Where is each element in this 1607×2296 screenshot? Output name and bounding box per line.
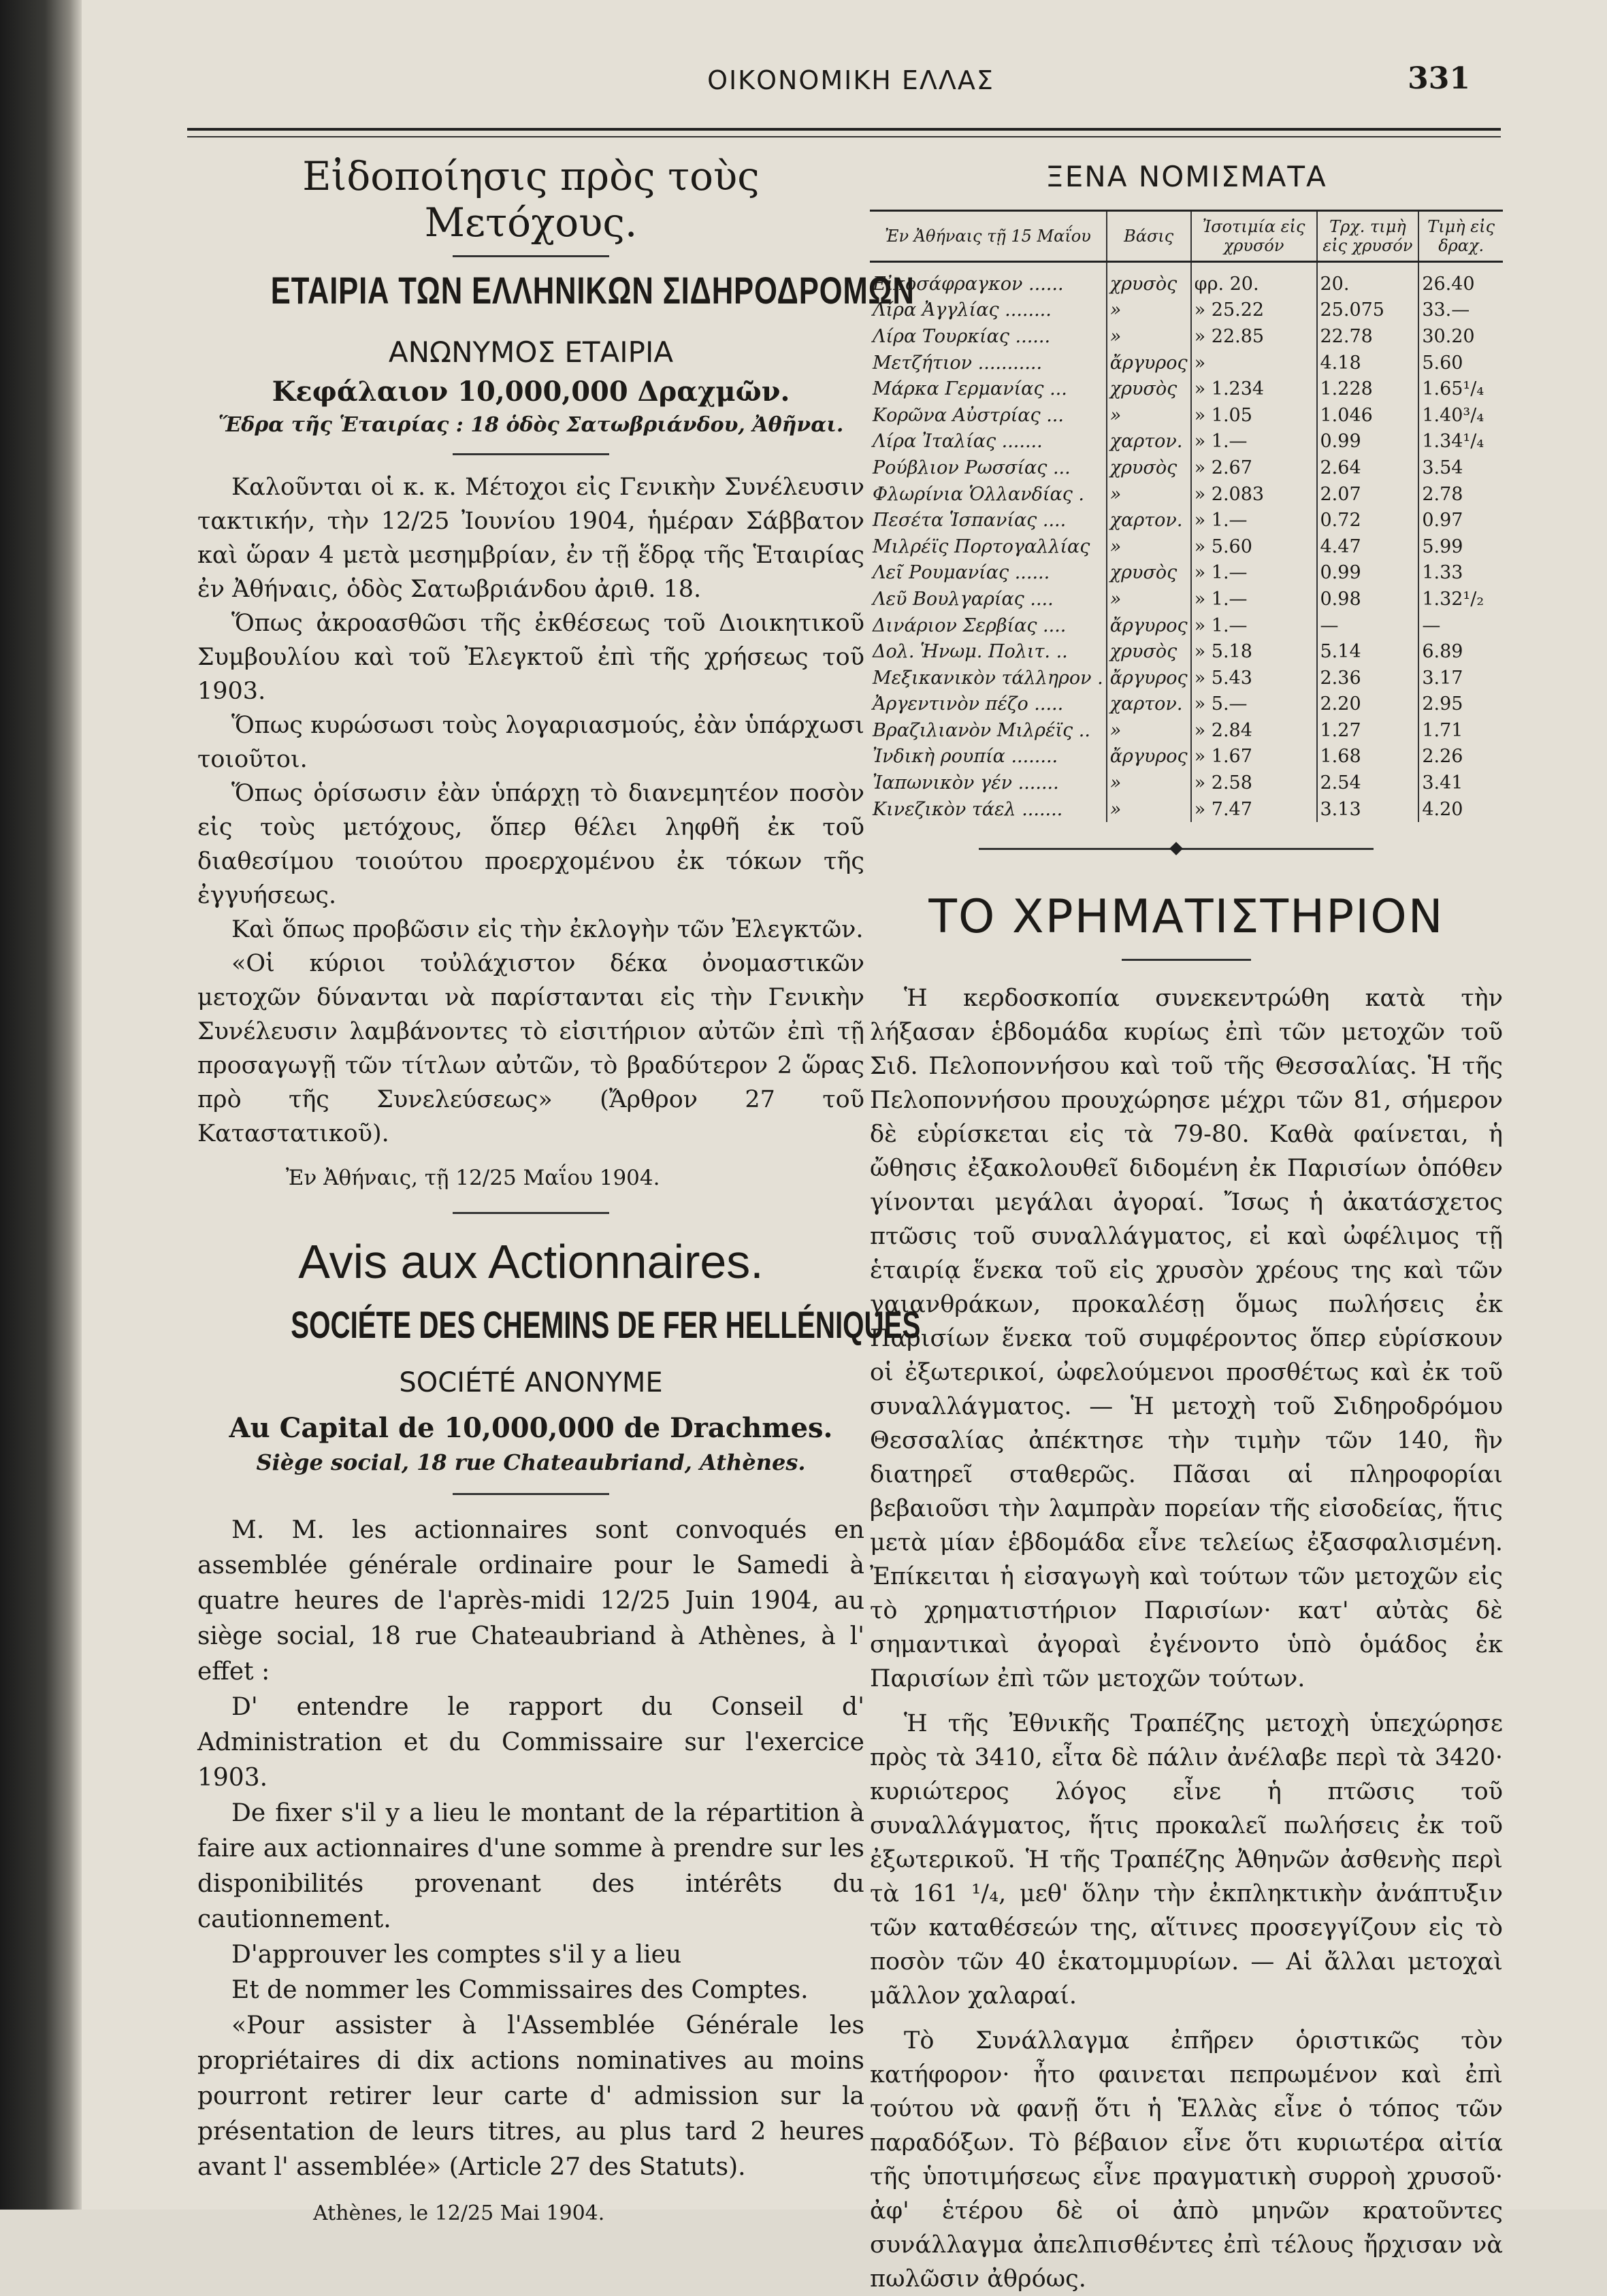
gold-parity: » 2.083 (1191, 481, 1317, 508)
gold-price: 2.54 (1317, 770, 1419, 796)
french-company-name: SOCIÉTE DES CHEMINS DE FER HELLÉNIQUES (291, 1303, 921, 1346)
gold-price: 2.64 (1317, 455, 1419, 481)
bourse-paragraph: Ἡ τῆς Ἐθνικῆς Τραπέζης μετοχὴ ὑπεχώρησε πρὸς τὰ 3410, εἶτα δὲ πάλιν ἀνέλαβε περὶ τὰ 3420· κυριώτερος λόγος εἶνε ἡ πτῶσις τοῦ συναλλάγματος, ἥτις προκαλεῖ πωλήσεις ἐκ τοῦ ἐξωτερικοῦ. Ἡ τῆς Τραπέζης Ἀθηνῶν ἀσθενὴς περὶ τὰ 161 ¹/₄, μεθ' ὅλην τὴν ἐκπληκτικὴν ἀνάπτυξιν τῶν καταθέσεών της, αἵτινες προσεγγίζουν εἰς τὸ ποσὸν τῶν 40 ἑκατομμυρίων. — Αἱ ἄλλαι μετοχαὶ μᾶλλον χαλαραί. (870, 1710, 1503, 2010)
currency-basis: ἄργυρος (1107, 665, 1191, 691)
gold-parity: » 5.60 (1191, 534, 1317, 560)
currency-name: Ἰνδικὴ ρουπία ........ (873, 746, 1058, 768)
currency-name: Ρούβλιον Ρωσσίας ... (873, 457, 1071, 478)
currency-name: Πεσέτα Ἱσπανίας .... (873, 510, 1067, 531)
gold-price: 22.78 (1317, 323, 1419, 350)
french-paragraph: D' entendre le rapport du Conseil d' Administration et du Commissaire sur l'exercice 1903. (197, 1693, 864, 1792)
drachma-price: — (1418, 612, 1503, 639)
french-paragraph: Et de nommer les Commissaires des Comptes. (231, 1976, 809, 2004)
currency-name: Μεξικανικὸν τάλληρον . (873, 667, 1103, 689)
column-header: Ἐν Ἀθήναις τῇ 15 Μαΐου (870, 211, 1107, 262)
table-row (870, 481, 1503, 508)
drachma-price: 3.41 (1418, 770, 1503, 796)
divider (453, 1212, 609, 1214)
drachma-price: 4.20 (1418, 796, 1503, 823)
table-row (870, 691, 1503, 718)
currency-basis: χρυσὸς (1107, 638, 1191, 665)
greek-paragraph: «Οἱ κύριοι τοὐλάχιστον δέκα ὀνομαστικῶν μετοχῶν δύνανται νὰ παρίστανται εἰς τὴν Γενικὴν Συνέλευσιν λαμβάνοντες τὸ εἰσιτήριον αὐτῶν ἐπὶ τῇ προσαγωγῇ τῶν τίτλων αὐτῶν, τὸ βραδύτερον 2 ὥρας πρὸ τῆς Συνελεύσεως» (Ἄρθρον 27 τοῦ Καταστατικοῦ). (197, 950, 864, 1147)
greek-seat: Ἕδρα τῆς Ἑταιρίας : 18 ὁδὸς Σατωβριάνδου, Ἀθῆναι. (218, 413, 844, 437)
currency-basis: ἄργυρος (1107, 612, 1191, 639)
currency-basis: χρυσὸς (1107, 376, 1191, 402)
gold-price: 1.27 (1317, 717, 1419, 744)
table-row (870, 507, 1503, 534)
divider (453, 1493, 609, 1495)
gold-parity: » 2.58 (1191, 770, 1317, 796)
currency-name: Δολ. Ἡνωμ. Πολιτ. .. (873, 641, 1068, 663)
currency-basis: » (1107, 796, 1191, 823)
gold-price: 0.98 (1317, 586, 1419, 612)
french-paragraph: M. M. les actionnaires sont convoqués en assemblée générale ordinaire pour le Samedi à quatre heures de l'après-midi 12/25 Juin 1904, au siège social, 18 rue Chateaubriand à Athènes, à l' effet : (197, 1516, 864, 1686)
table-row (870, 429, 1503, 455)
gold-price: 4.18 (1317, 350, 1419, 376)
currency-name: Δινάριον Σερβίας .... (873, 614, 1067, 636)
drachma-price: 3.54 (1418, 455, 1503, 481)
drachma-price: 2.78 (1418, 481, 1503, 508)
column-header: Ἰσοτιμία εἰς χρυσόν (1191, 211, 1317, 262)
table-row (870, 455, 1503, 481)
currency-name: Λεῖ Ρουμανίας ...... (873, 562, 1050, 584)
currency-name: Μιλρέϊς Πορτογαλλίας (873, 536, 1090, 557)
table-row (870, 350, 1503, 376)
greek-paragraph: Ὅπως ἀκροασθῶσι τῆς ἐκθέσεως τοῦ Διοικητικοῦ Συμβουλίου καὶ τοῦ Ἐλεγκτοῦ ἐπὶ τῆς χρήσεως τοῦ 1903. (197, 610, 864, 705)
table-row (870, 297, 1503, 324)
gold-price: 0.72 (1317, 507, 1419, 534)
drachma-price: 5.60 (1418, 350, 1503, 376)
currency-name: Ἀργεντινὸν πέζο ..... (873, 693, 1064, 715)
currency-name: Κινεζικὸν τάελ ....... (873, 798, 1063, 820)
currency-basis: χρυσὸς (1107, 455, 1191, 481)
gold-parity: φρ. 20. (1191, 262, 1317, 297)
table-row (870, 534, 1503, 560)
gold-price: 1.228 (1317, 376, 1419, 402)
table-row (870, 796, 1503, 823)
divider (453, 255, 609, 257)
currency-basis: χαρτον. (1107, 429, 1191, 455)
drachma-price: 2.26 (1418, 744, 1503, 770)
currency-name: Βραζιλιανὸν Μιλρέϊς .. (873, 719, 1090, 741)
gold-parity: » 1.— (1191, 586, 1317, 612)
currency-basis: χαρτον. (1107, 691, 1191, 718)
currency-name: Λίρα Τουρκίας ...... (873, 325, 1051, 347)
gold-price: 5.14 (1317, 638, 1419, 665)
table-row (870, 323, 1503, 350)
currency-basis: χαρτον. (1107, 507, 1191, 534)
header-rule (187, 128, 1501, 131)
table-row (870, 770, 1503, 796)
greek-paragraph: Καλοῦνται οἱ κ. κ. Μέτοχοι εἰς Γενικὴν Συνέλευσιν τακτικήν, τὴν 12/25 Ἰουνίου 1904, ἡμέραν Σάββατον καὶ ὥραν 4 μετὰ μεσημβρίαν, ἐν τῇ ἕδρᾳ τῆς Ἑταιρίας ἐν Ἀθήναις, ὁδὸς Σατωβριάνδου ἀριθ. 18. (197, 474, 864, 603)
right-column (870, 153, 1503, 2296)
divider (1122, 959, 1251, 961)
column-header: Βάσις (1107, 211, 1191, 262)
gold-price: 0.99 (1317, 429, 1419, 455)
table-row (870, 717, 1503, 744)
french-paragraph: D'approuver les comptes s'il y a lieu (231, 1941, 682, 1969)
gold-parity: » 1.67 (1191, 744, 1317, 770)
drachma-price: 1.32¹/₂ (1418, 586, 1503, 612)
drachma-price: 1.71 (1418, 717, 1503, 744)
greek-paragraph: Ὅπως ὁρίσωσιν ἐὰν ὑπάρχῃ τὸ διανεμητέον ποσὸν εἰς τοὺς μετόχους, ὅπερ θέλει ληφθῆ ἐκ τοῦ διαθεσίμου τοιούτου προερχομένου ἐκ τόκων τῆς ἐγγυήσεως. (197, 780, 864, 909)
bourse-paragraph: Ἡ κερδοσκοπία συνεκεντρώθη κατὰ τὴν λήξασαν ἑβδομάδα κυρίως ἐπὶ τῶν μετοχῶν τοῦ Σιδ. Πελοποννήσου καὶ τοῦ τῆς Θεσσαλίας. Ἡ τῆς Πελοποννήσου προυχώρησε μέχρι τῶν 81, σήμερον δὲ εὑρίσκεται εἰς τὰ 79-80. Καθὰ φαίνεται, ἡ ὤθησις ἐξακολουθεῖ διδομένη ἐκ Παρισίων ὁπόθεν γίνονται μεγάλαι ἀγοραί. Ἴσως ἡ ἀκατάσχετος πτῶσις τοῦ συναλλάγματος, εἰ καὶ ὠφέλιμος τῇ ἑταιρίᾳ ἕνεκα τοῦ εἰς χρυσὸν χρέους της καὶ τῶν γαιανθράκων, προκαλέσῃ ὅμως πωλήσεις ἐκ Παρισίων ἕνεκα τοῦ συμφέροντος ὅπερ εὑρίσκουν οἱ ἐξωτερικοί, ὠφελούμενοι προσθέτως καὶ ἐκ τοῦ συναλλάγματος. — Ἡ μετοχὴ τοῦ Σιδηροδρόμου Θεσσαλίας ἀπέκτησε τὴν τιμὴν τῶν 140, ἣν διατηρεῖ σταθερῶς. Πᾶσαι αἱ πληροφορίαι βεβαιοῦσι τὴν λαμπρὰν πορείαν τῆς εἰσοδείας, ἥτις μετὰ μίαν ἑβδομάδα εἶνε τελείως ἐξασφαλισμένη. Ἐπίκειται ἡ εἰσαγωγὴ καὶ τούτων τῶν μετοχῶν εἰς τὸ χρηματιστήριον Παρισίων· κατ' αὐτὰς δὲ σημαντικαὶ ἀγοραὶ ἐγένοντο ὑπὸ ὁμάδος ἐκ Παρισίων ἐπὶ τῶν μετοχῶν τούτων. (870, 985, 1503, 1693)
greek-paragraph: Ὅπως κυρώσωσι τοὺς λογαριασμούς, ἐὰν ὑπάρχωσι τοιοῦτοι. (197, 712, 864, 773)
french-company-type: SOCIÉTÉ ANONYME (399, 1367, 663, 1398)
drachma-price: 6.89 (1418, 638, 1503, 665)
gold-parity: » 5.18 (1191, 638, 1317, 665)
gold-parity: » 2.67 (1191, 455, 1317, 481)
drachma-price: 30.20 (1418, 323, 1503, 350)
drachma-price: 26.40 (1418, 262, 1503, 297)
currency-name: Ἰαπωνικὸν γέν ....... (873, 772, 1059, 794)
currency-basis: » (1107, 402, 1191, 429)
table-row (870, 612, 1503, 639)
currency-name: Εἰκοσάφραγκον ...... (873, 273, 1064, 295)
drachma-price: 3.17 (1418, 665, 1503, 691)
divider (453, 453, 609, 455)
gold-parity: » 1.— (1191, 507, 1317, 534)
currency-basis: χρυσὸς (1107, 560, 1191, 587)
greek-capital: Κεφάλαιον 10,000,000 Δραχμῶν. (272, 376, 790, 408)
gold-price: 2.20 (1317, 691, 1419, 718)
currency-basis: » (1107, 481, 1191, 508)
currency-name: Φλωρίνια Ὁλλανδίας . (873, 483, 1084, 505)
table-row (870, 638, 1503, 665)
table-row (870, 376, 1503, 402)
greek-notice-heading: Εἰδοποίησις πρὸς τοὺς Μετόχους. (302, 153, 760, 246)
currency-name: Λίρα Ἰταλίας ....... (873, 431, 1043, 453)
column-header: Τρχ. τιμὴ εἰς χρυσόν (1317, 211, 1419, 262)
greek-notice-date: Ἐν Ἀθήναις, τῇ 12/25 Μαΐου 1904. (286, 1166, 660, 1190)
bourse-title: ΤΟ ΧΡΗΜΑΤΙΣΤΗΡΙΟΝ (928, 890, 1444, 945)
french-notice-heading: Avis aux Actionnaires. (298, 1235, 764, 1288)
ornamental-divider (870, 838, 1503, 859)
currency-basis: » (1107, 770, 1191, 796)
table-row (870, 560, 1503, 587)
currency-basis: χρυσὸς (1107, 262, 1191, 297)
gold-price: 2.07 (1317, 481, 1419, 508)
french-paragraph: «Pour assister à l'Assemblée Générale les propriétaires di dix actions nominatives au moins pourront retirer leur carte d' admission sur la présentation de leurs titres, au plus tard 2 heures avant l' assemblée» (Article 27 des Statuts). (197, 2012, 864, 2181)
gold-price: 2.36 (1317, 665, 1419, 691)
drachma-price: 0.97 (1418, 507, 1503, 534)
column-header: Τιμὴ εἰς δραχ. (1418, 211, 1503, 262)
gold-price: 1.046 (1317, 402, 1419, 429)
gold-parity: » 25.22 (1191, 297, 1317, 324)
drachma-price: 2.95 (1418, 691, 1503, 718)
french-capital: Au Capital de 10,000,000 de Drachmes. (229, 1412, 833, 1444)
currency-basis: » (1107, 297, 1191, 324)
gold-parity: » 1.— (1191, 612, 1317, 639)
drachma-price: 33.— (1418, 297, 1503, 324)
gold-price: 20. (1317, 262, 1419, 297)
drachma-price: 1.34¹/₄ (1418, 429, 1503, 455)
gold-parity: » 1.234 (1191, 376, 1317, 402)
gold-price: 1.68 (1317, 744, 1419, 770)
gold-parity: » 2.84 (1191, 717, 1317, 744)
header-rule-thin (187, 136, 1501, 137)
greek-company-name: ΕΤΑΙΡΙΑ ΤΩΝ ΕΛΛΗΝΙΚΩΝ ΣΙΔΗΡΟΔΡΟΜΩΝ (270, 269, 915, 312)
table-row (870, 586, 1503, 612)
table-row (870, 744, 1503, 770)
gold-parity: » 1.05 (1191, 402, 1317, 429)
currency-name: Κορῶνα Αὐστρίας ... (873, 404, 1064, 426)
gold-parity: » 1.— (1191, 560, 1317, 587)
currency-name: Λίρα Ἀγγλίας ........ (873, 299, 1052, 321)
left-column (197, 153, 921, 2225)
page-number: 331 (1408, 61, 1470, 96)
french-paragraph: De fixer s'il y a lieu le montant de la répartition à faire aux actionnaires d'une somme à prendre sur les disponibilités provenant des intérêts du cautionnement. (197, 1799, 864, 1933)
greek-paragraph: Καὶ ὅπως προβῶσιν εἰς τὴν ἐκλογὴν τῶν Ἐλεγκτῶν. (231, 916, 864, 943)
gold-parity: » 1.— (1191, 429, 1317, 455)
currency-table (870, 210, 1503, 822)
french-notice-date: Athènes, le 12/25 Mai 1904. (313, 2201, 605, 2225)
gold-price: — (1317, 612, 1419, 639)
currency-basis: » (1107, 717, 1191, 744)
drachma-price: 5.99 (1418, 534, 1503, 560)
table-row (870, 262, 1503, 297)
currency-basis: » (1107, 586, 1191, 612)
currency-basis: » (1107, 323, 1191, 350)
gold-price: 3.13 (1317, 796, 1419, 823)
ornament-diamond (1169, 842, 1183, 856)
currency-basis: ἄργυρος (1107, 744, 1191, 770)
gold-parity: » 7.47 (1191, 796, 1317, 823)
table-row (870, 402, 1503, 429)
running-header-title: ΟΙΚΟΝΟΜΙΚΗ ΕΛΛΑΣ (707, 65, 994, 95)
currency-name: Μάρκα Γερμανίας ... (873, 378, 1067, 400)
currency-basis: ἄργυρος (1107, 350, 1191, 376)
gold-price: 0.99 (1317, 560, 1419, 587)
currencies-title: ΞΕΝΑ ΝΟΜΙΣΜΑΤΑ (1045, 160, 1327, 193)
currency-name: Λεῦ Βουλγαρίας .... (873, 588, 1054, 610)
drachma-price: 1.33 (1418, 560, 1503, 587)
currency-table-header (870, 211, 1503, 262)
gold-parity: » 5.— (1191, 691, 1317, 718)
table-row (870, 665, 1503, 691)
book-binding-shadow (0, 0, 82, 2210)
french-seat: Siège social, 18 rue Chateaubriand, Athènes. (256, 1449, 806, 1475)
gold-parity: » 5.43 (1191, 665, 1317, 691)
gold-parity: » 22.85 (1191, 323, 1317, 350)
drachma-price: 1.40³/₄ (1418, 402, 1503, 429)
gold-price: 25.075 (1317, 297, 1419, 324)
gold-parity: » (1191, 350, 1317, 376)
currency-name: Μετζήτιον ........... (873, 352, 1043, 374)
currency-basis: » (1107, 534, 1191, 560)
bourse-paragraph: Τὸ Συνάλλαγμα ἐπῆρεν ὁριστικῶς τὸν κατήφορον· ἦτο φαινεται πεπρωμένον καὶ ἐπὶ τούτου νὰ φανῇ ὅτι ἡ Ἑλλὰς εἶνε ὁ τόπος τῶν παραδόξων. Τὸ βέβαιον εἶνε ὅτι κυριωτέρα αἰτία τῆς ὑποτιμήσεως εἶνε πραγματικὴ συρροὴ χρυσοῦ· ἀφ' ἑτέρου δὲ οἱ ἀπὸ μηνῶν κρατοῦντες συνάλλαγμα ἀπελπισθέντες ἐπὶ τέλους ἤρχισαν νὰ πωλῶσιν ἀθρόως. (870, 2027, 1503, 2293)
drachma-price: 1.65¹/₄ (1418, 376, 1503, 402)
greek-company-type: ΑΝΩΝΥΜΟΣ ΕΤΑΙΡΙΑ (388, 335, 674, 369)
gold-price: 4.47 (1317, 534, 1419, 560)
